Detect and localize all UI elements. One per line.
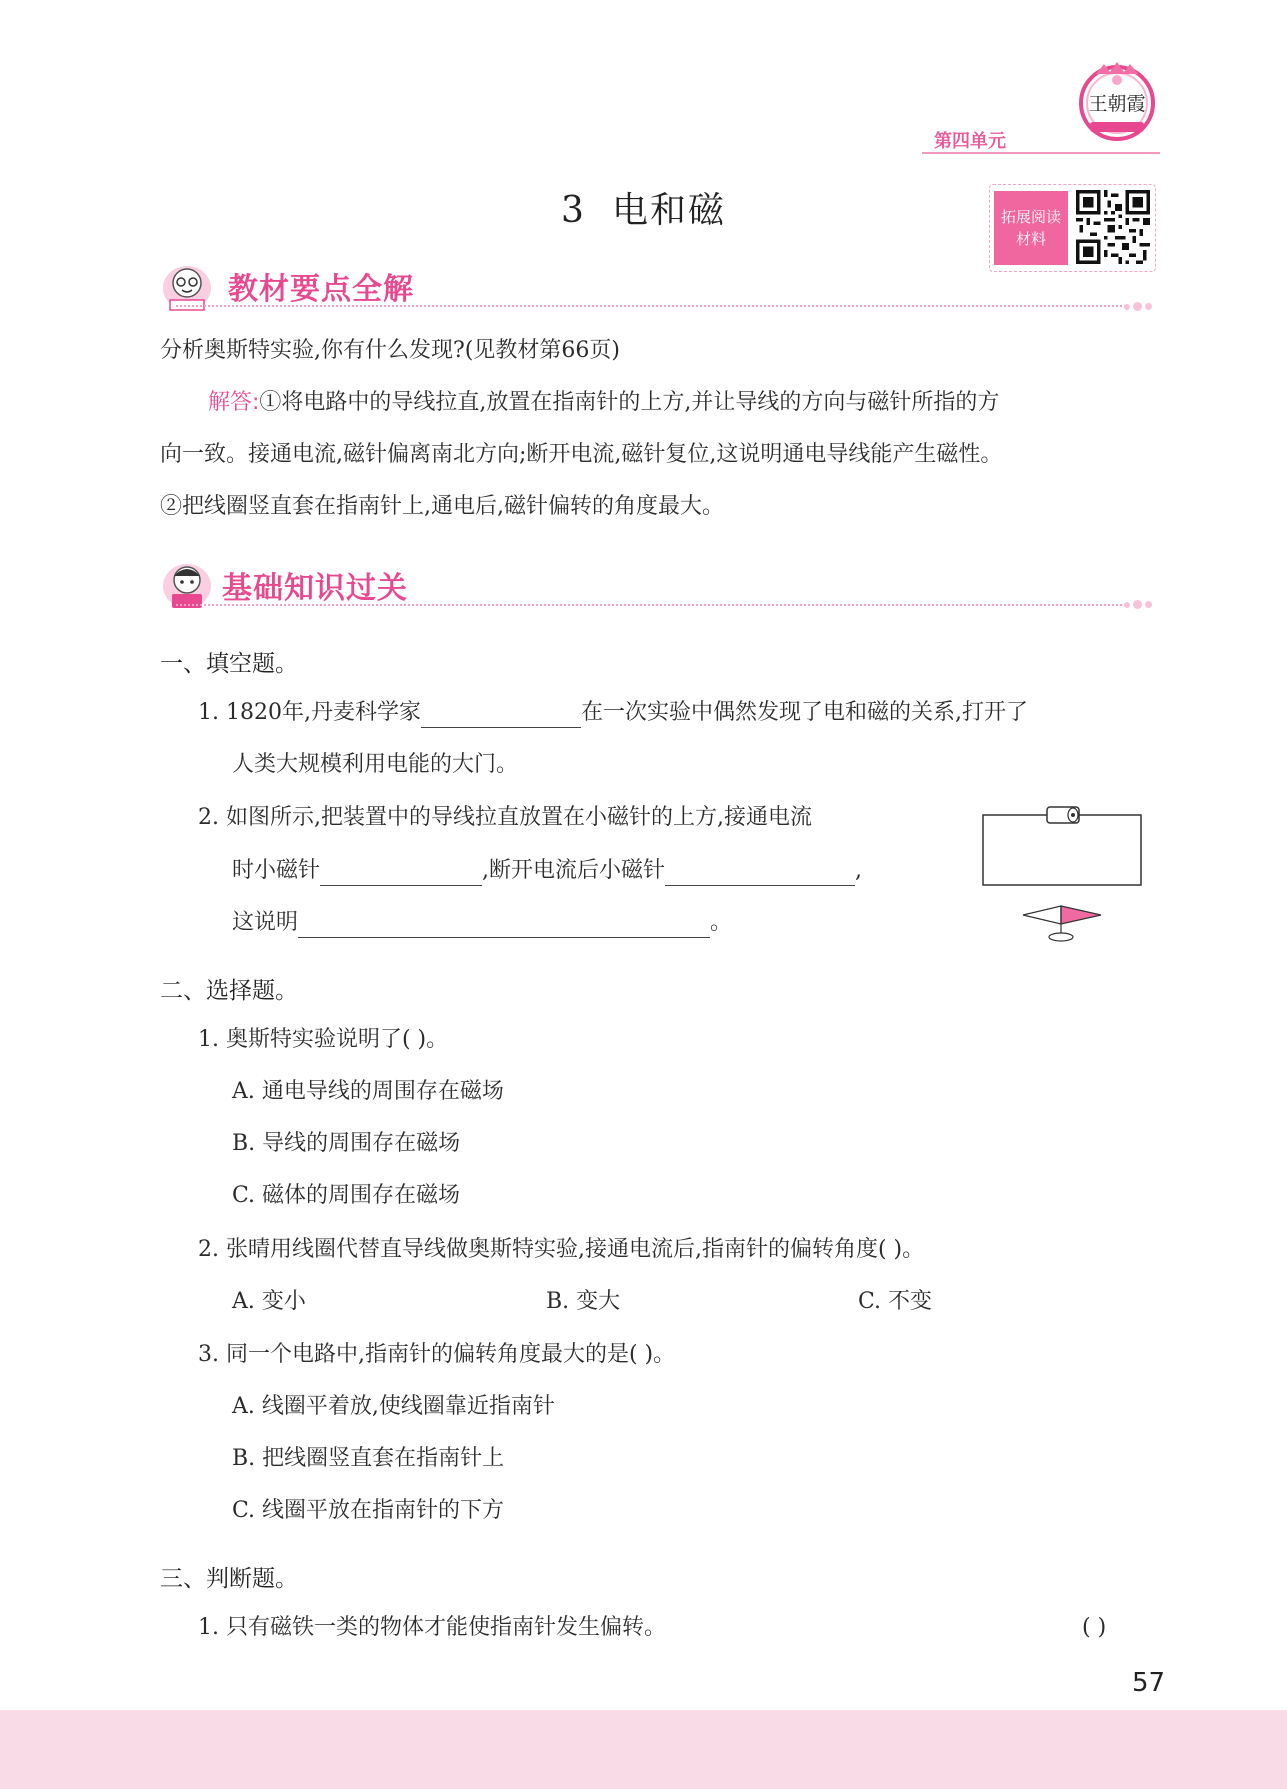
choice-q1-option-b[interactable]: B. 导线的周围存在磁场 (232, 1131, 461, 1156)
choice-q2-option-a[interactable]: A. 变小 (232, 1289, 306, 1314)
fill-q2-blank-1[interactable] (320, 861, 482, 886)
brand-logo (1076, 60, 1158, 142)
unit-underline (922, 152, 1160, 154)
choice-q3-option-b[interactable]: B. 把线圈竖直套在指南针上 (232, 1446, 505, 1471)
oersted-experiment-figure (975, 800, 1145, 945)
qr-code-icon[interactable] (1076, 190, 1150, 264)
section-title-key-points: 教材要点全解 (228, 272, 414, 307)
fill-q2-blank-3[interactable] (298, 913, 710, 938)
circuit-wire-loop (983, 815, 1141, 885)
svg-text:王朝霞: 王朝霞 (1088, 93, 1146, 115)
choice-q2-option-c[interactable]: C. 不变 (858, 1289, 933, 1314)
choice-q3-option-c[interactable]: C. 线圈平放在指南针的下方 (232, 1498, 505, 1523)
fill-q2-blank-2[interactable] (665, 861, 855, 886)
chapter-number: 3 (561, 190, 586, 231)
choice-heading: 二、选择题。 (160, 978, 298, 1004)
chapter-name: 电和磁 (611, 190, 726, 231)
choice-q3-option-a[interactable]: A. 线圈平着放,使线圈靠近指南针 (232, 1394, 555, 1419)
fill-q1-line1: 1. 1820年,丹麦科学家 在一次实验中偶然发现了电和磁的关系,打开了 (198, 698, 1028, 728)
fill-q2-line1: 2. 如图所示,把装置中的导线拉直放置在小磁针的上方,接通电流 (198, 805, 812, 830)
key-point-question: 分析奥斯特实验,你有什么发现?(见教材第66页) (160, 338, 620, 363)
footer-band (0, 1710, 1287, 1789)
answer-line-2: 向一致。接通电流,磁针偏离南北方向;断开电流,磁针复位,这说明通电导线能产生磁性。 (160, 442, 1003, 467)
choice-q2-option-b[interactable]: B. 变大 (546, 1289, 621, 1314)
choice-q2: 2. 张晴用线圈代替直导线做奥斯特实验,接通电流后,指南针的偏转角度( )。 (198, 1237, 925, 1262)
choice-q1-option-a[interactable]: A. 通电导线的周围存在磁场 (232, 1079, 504, 1104)
decor-dots (1124, 296, 1155, 315)
section-title-basic-knowledge: 基础知识过关 (222, 571, 408, 606)
choice-q3: 3. 同一个电路中,指南针的偏转角度最大的是( )。 (198, 1342, 676, 1367)
answer-label: 解答: (208, 390, 260, 415)
judge-q1: 1. 只有磁铁一类的物体才能使指南针发生偏转。 (198, 1615, 666, 1640)
page-number: 57 (1132, 1668, 1166, 1698)
fill-q1-line2: 人类大规模利用电能的大门。 (232, 752, 519, 777)
judge-heading: 三、判断题。 (160, 1566, 298, 1592)
fill-q1-blank[interactable] (421, 703, 581, 728)
unit-label: 第四单元 (934, 131, 1006, 152)
fill-q2-line3: 这说明 。 (232, 908, 732, 938)
decor-dots (1124, 594, 1155, 613)
qr-label[interactable]: 拓展阅读 材料 (994, 191, 1068, 265)
answer-line-1: 解答:①将电路中的导线拉直,放置在指南针的上方,并让导线的方向与磁针所指的方 (208, 390, 1000, 415)
battery-icon (1047, 807, 1079, 823)
section-divider (176, 305, 1126, 307)
judge-q1-answer-bracket[interactable]: ( ) (1082, 1615, 1107, 1640)
choice-q1-option-c[interactable]: C. 磁体的周围存在磁场 (232, 1183, 461, 1208)
fill-q2-line2: 时小磁针 ,断开电流后小磁针 , (232, 856, 862, 886)
answer-line-3: ②把线圈竖直套在指南针上,通电后,磁针偏转的角度最大。 (160, 494, 724, 519)
choice-q1: 1. 奥斯特实验说明了( )。 (198, 1027, 449, 1052)
compass-needle-icon (1023, 906, 1101, 941)
fill-blank-heading: 一、填空题。 (160, 651, 298, 677)
section-divider (176, 604, 1126, 606)
